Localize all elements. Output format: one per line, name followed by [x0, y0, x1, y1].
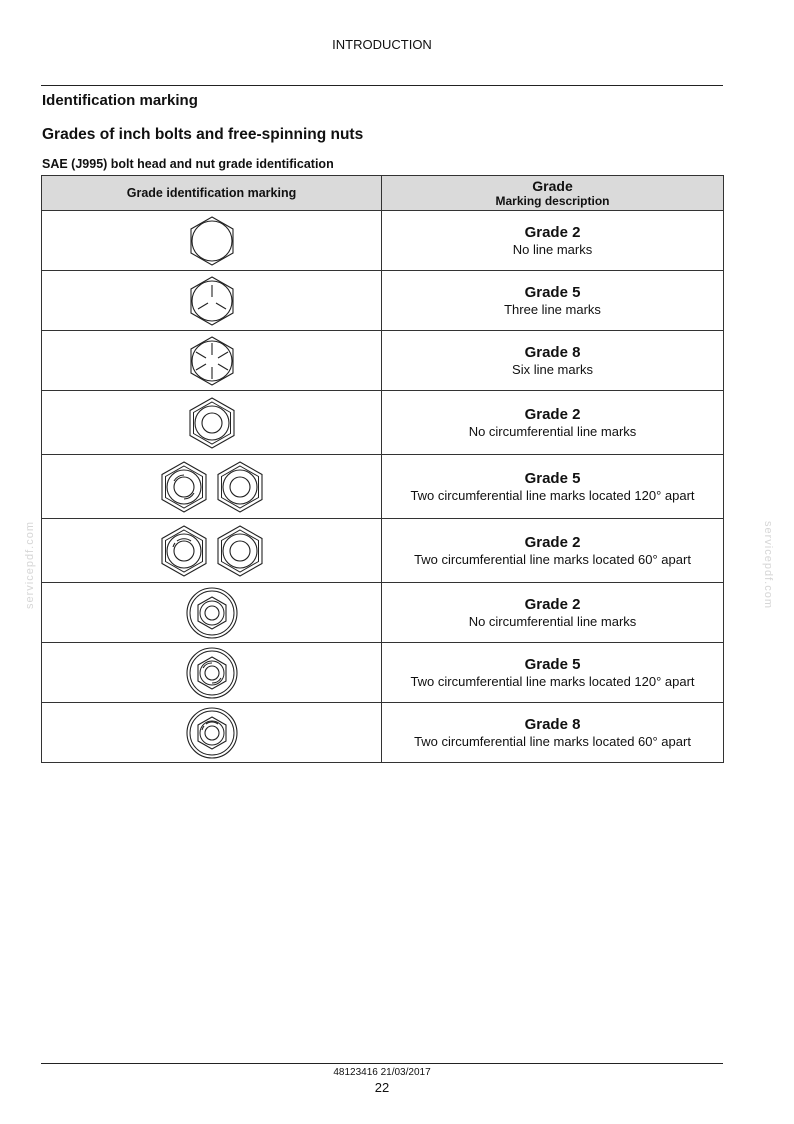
- marking-cell: [42, 391, 382, 455]
- table-row: [42, 391, 724, 455]
- description-cell: [382, 455, 724, 519]
- watermark-right: servicepdf.com: [762, 521, 774, 609]
- marking-cell: [42, 271, 382, 331]
- col-header-marking: Grade identification marking: [42, 176, 382, 211]
- grade-label: Grade 2: [524, 224, 581, 241]
- description-cell: [382, 643, 724, 703]
- grade-description: No circumferential line marks: [468, 614, 637, 629]
- page-number: 22: [374, 1080, 390, 1095]
- grade-description: Three line marks: [504, 302, 601, 317]
- marking-cell: [42, 583, 382, 643]
- description-cell: [382, 703, 724, 763]
- col-header-grade-sub: Marking description: [495, 193, 610, 208]
- marking-cell: [42, 519, 382, 583]
- grade-label: Grade 8: [524, 344, 581, 361]
- flange-nut-60-apart-icon: [182, 705, 242, 761]
- table-row: [42, 455, 724, 519]
- grade-description: Two circumferential line marks located 60° apart: [414, 734, 691, 749]
- col-header-grade: [382, 176, 724, 211]
- grade-label: Grade 2: [524, 534, 581, 551]
- hex-bolt-head-plain-icon: [182, 213, 242, 269]
- hex-nuts-120-apart-icon: [156, 458, 268, 516]
- grade-label: Grade 5: [524, 656, 581, 673]
- table-row: [42, 519, 724, 583]
- table-row: [42, 211, 724, 271]
- watermark-left: servicepdf.com: [24, 521, 36, 609]
- grade-label: Grade 5: [524, 470, 581, 487]
- col-header-grade-title: Grade: [532, 177, 573, 194]
- hex-bolt-head-six-lines-icon: [182, 333, 242, 389]
- flange-nut-120-apart-icon: [182, 645, 242, 701]
- grade-label: Grade 2: [524, 406, 581, 423]
- grade-description: Two circumferential line marks located 120° apart: [410, 488, 695, 503]
- hex-bolt-head-three-lines-icon: [182, 273, 242, 329]
- description-cell: [382, 331, 724, 391]
- description-cell: [382, 519, 724, 583]
- table-row: [42, 703, 724, 763]
- marking-cell: [42, 211, 382, 271]
- header-rule: [41, 85, 723, 86]
- table-row: [42, 271, 724, 331]
- footer-rule: [41, 1063, 723, 1064]
- hex-nut-plain-icon: [182, 394, 242, 452]
- grade-table: [41, 175, 724, 763]
- marking-cell: [42, 703, 382, 763]
- grade-description: No circumferential line marks: [468, 424, 637, 439]
- flange-nut-plain-icon: [182, 585, 242, 641]
- description-cell: [382, 271, 724, 331]
- grade-description: Two circumferential line marks located 60° apart: [414, 552, 691, 567]
- page-header-title: INTRODUCTION: [332, 37, 432, 52]
- table-row: [42, 583, 724, 643]
- grade-label: Grade 8: [524, 716, 581, 733]
- marking-cell: [42, 331, 382, 391]
- grade-description: No line marks: [512, 242, 593, 257]
- table-header-row: [42, 176, 724, 211]
- grade-description: Six line marks: [512, 362, 593, 377]
- section-heading-grades: Grades of inch bolts and free-spinning nuts: [42, 126, 364, 143]
- table-row: [42, 331, 724, 391]
- description-cell: [382, 391, 724, 455]
- table-row: [42, 643, 724, 703]
- table-caption: SAE (J995) bolt head and nut grade identification: [42, 157, 334, 171]
- marking-cell: [42, 643, 382, 703]
- description-cell: [382, 583, 724, 643]
- marking-cell: [42, 455, 382, 519]
- hex-nuts-60-apart-icon: [156, 522, 268, 580]
- grade-label: Grade 2: [524, 596, 581, 613]
- grade-label: Grade 5: [524, 284, 581, 301]
- grade-description: Two circumferential line marks located 120° apart: [410, 674, 695, 689]
- footer-doc-code: 48123416 21/03/2017: [333, 1067, 431, 1078]
- description-cell: [382, 211, 724, 271]
- section-heading-identification: Identification marking: [42, 92, 198, 109]
